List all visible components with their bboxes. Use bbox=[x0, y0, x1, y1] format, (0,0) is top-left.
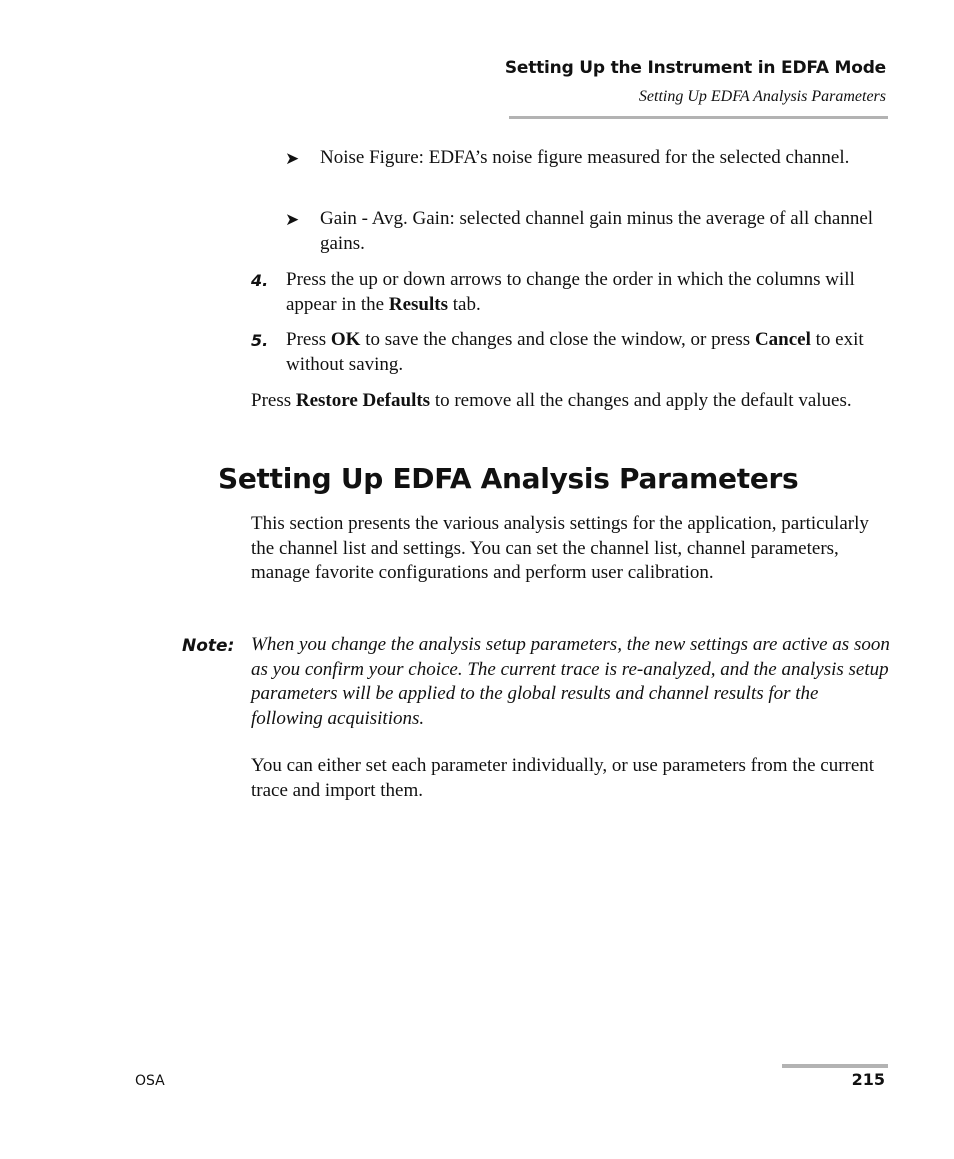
bullet-item bbox=[285, 207, 885, 256]
note-text: When you change the analysis setup parameters, the new settings are active as soon as you confirm your choice. The current trace is re-analyzed, and the analysis setup parameters will be applied to the global results and channel results for the following acquisitions. bbox=[251, 634, 890, 729]
closing-paragraph: You can either set each parameter individually, or use parameters from the current trace and import them. bbox=[251, 755, 875, 801]
running-header-title: Setting Up the Instrument in EDFA Mode bbox=[504, 58, 886, 78]
note-label: Note: bbox=[182, 636, 235, 656]
page-number: 215 bbox=[851, 1070, 885, 1089]
step-number: 4. bbox=[251, 271, 269, 290]
bullet-text: Gain - Avg. Gain: selected channel gain minus the average of all channel gains. bbox=[320, 208, 874, 254]
running-header-subtitle: Setting Up EDFA Analysis Parameters bbox=[638, 88, 886, 105]
section-heading: Setting Up EDFA Analysis Parameters bbox=[218, 462, 799, 495]
bullet-text: Noise Figure: EDFA’s noise figure measured for the selected channel. bbox=[320, 147, 850, 168]
footer-product-name: OSA bbox=[135, 1073, 165, 1089]
step-text: Press OK to save the changes and close the window, or press Cancel to exit without saving. bbox=[286, 329, 864, 375]
ui-term: Restore Defaults bbox=[295, 390, 431, 411]
footer-rule bbox=[782, 1064, 888, 1068]
step-item bbox=[251, 328, 891, 377]
section-intro-paragraph: This section presents the various analysis settings for the application, particularly the channel list and settings. You can set the channel list, channel parameters, manage favorite configurations and perform user calibration. bbox=[251, 513, 869, 583]
restore-defaults-paragraph: Press Restore Defaults to remove all the changes and apply the default values. bbox=[251, 390, 852, 411]
ui-term: Results bbox=[388, 293, 448, 315]
arrow-bullet-icon: ➤ bbox=[285, 149, 300, 169]
ui-term: OK bbox=[330, 329, 361, 350]
arrow-bullet-icon: ➤ bbox=[285, 210, 300, 230]
ui-term: Cancel bbox=[754, 329, 811, 350]
bullet-item bbox=[285, 146, 885, 171]
step-number: 5. bbox=[251, 331, 269, 350]
header-rule bbox=[509, 116, 888, 119]
step-item bbox=[251, 268, 891, 317]
step-text: Press the up or down arrows to change the order in which the columns will appear in the Results tab. bbox=[286, 269, 855, 315]
